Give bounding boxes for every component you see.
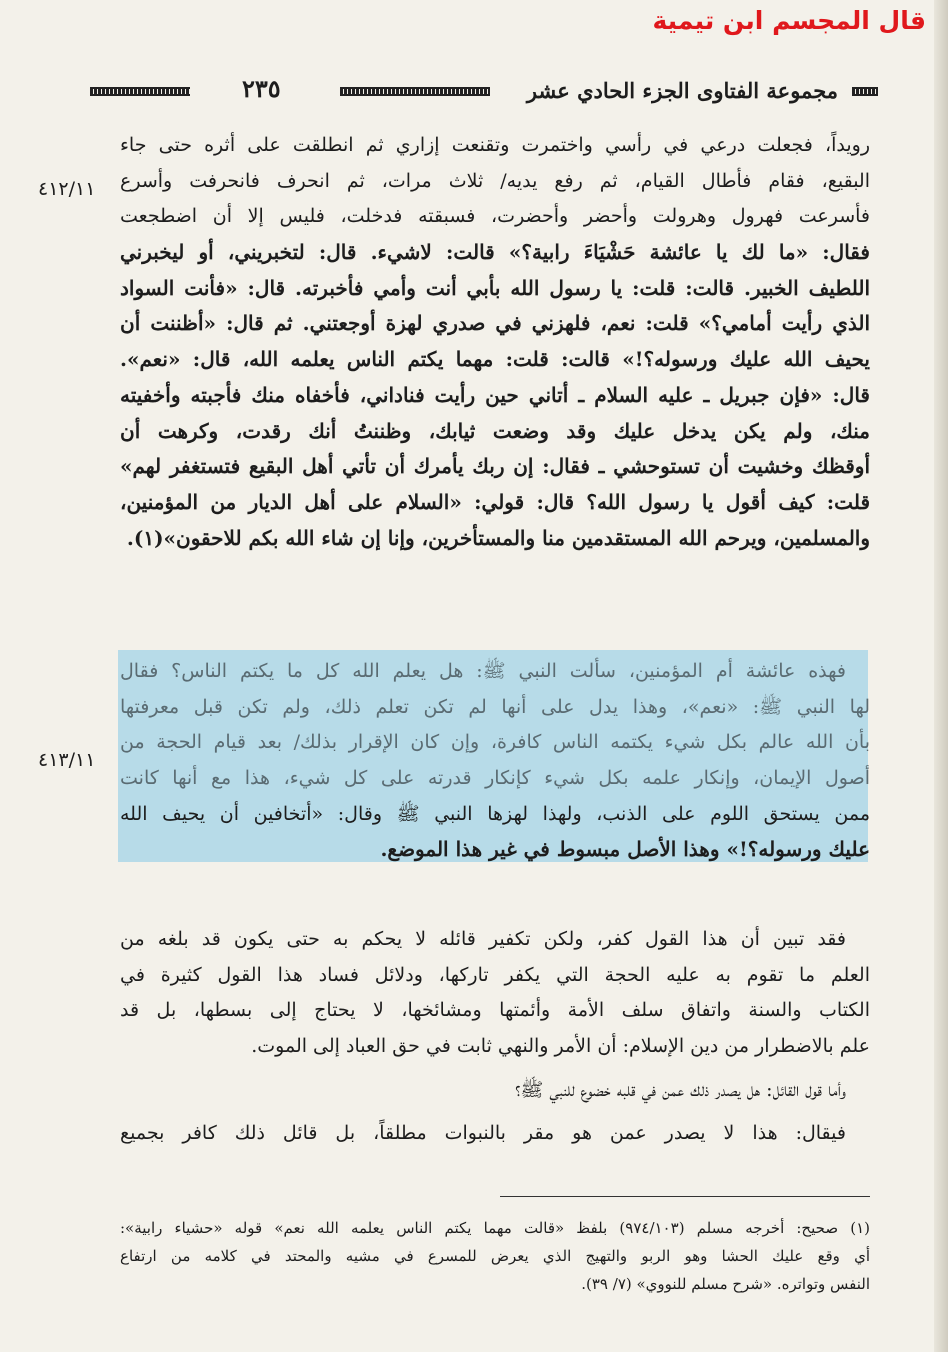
text-line: ممن يستحق اللوم على الذنب، ولهذا لهزها النبي ﷺ وقال: «أتخافين أن يحيف الله [120,802,870,825]
paragraph-highlighted [120,654,870,868]
text-line: اللطيف الخبير. قالت: قلت: يا رسول الله بأبي أنت وأمي فأخبرته. قال: «فأنت السواد [120,275,870,300]
text-line: منك، ولم يكن يدخل عليك وقد وضعت ثيابك، وظننتُ أنك رقدت، وكرهت أن [120,418,870,443]
text-line: أوقظك وخشيت أن تستوحشي ـ فقال: إن ربك يأمرك أن تأتي أهل البقيع فتستغفر لهم» [120,454,870,479]
text-line: فهذه عائشة أم المؤمنين، سألت النبي ﷺ: هل يعلم الله كل ما يكتم الناس؟ فقال [120,660,846,682]
running-header [90,72,878,112]
page-edge [934,0,948,1352]
text-line: والمسلمين، ويرحم الله المستقدمين منا والمستأخرين، وإنا إن شاء الله بكم للاحقون»(١). [126,525,870,550]
footnote-line: أي وقع عليك الحشا وهو الربو والتهيج الذي يعرض للمسرع في مشيه والمحتد في كلامه من ارتفاع [120,1247,870,1265]
text-line: الكتاب والسنة واتفاق سلف الأمة وأئمتها ومشائخها، لا يحتاج إلى بسطها، بل قد [120,999,870,1022]
page-number: ٢٣٥ [242,74,281,103]
paragraph-ruling [120,922,870,1152]
footnote-line: النفس وتواتره. «شرح مسلم للنووي» (٧/ ٣٩). [581,1275,870,1293]
text-line: لها النبي ﷺ: «نعم»، وهذا يدل على أنها لم تكن تعلم ذلك، ولم تكن قبل معرفتها [120,695,870,718]
footnote-line: (١) صحيح: أخرجه مسلم (٩٧٤/١٠٣) بلفظ «قالت مهما يكتم الناس يعلمه الله نعم» قوله «حشياء رابية»: [120,1219,870,1237]
text-line: العلم ما تقوم به عليه الحجة التي يكفر تاركها، ودلائل فساد هذا القول كثيرة في [120,963,870,986]
header-rule [90,87,190,96]
margin-reference: ٤١٣/١١ [38,749,96,771]
text-line: بأن الله عالم بكل شيء يكتمه الناس كافرة، وإن كان الإقرار بذلك/ بعد قيام الحجة من [120,731,870,754]
text-line: فيقال: هذا لا يصدر عمن هو مقر بالنبوات مطلقاً، بل قائل ذلك كافر بجميع [120,1122,846,1145]
text-line: عليك ورسوله؟!» وهذا الأصل مبسوط في غير هذا الموضع. [380,837,870,862]
text-line: علم بالاضطرار من دين الإسلام: أن الأمر والنهي ثابت في حق العباد إلى الموت. [251,1035,870,1058]
text-line: فأسرعت فهرول وهرولت وأحضر وأحضرت، فسبقته فدخلت، فليس إلا أن اضطجعت [120,205,870,228]
text-line: فقال: «ما لك يا عائشة حَشْيَاءَ رابية؟» قالت: لاشيء. قال: لتخبريني، أو ليخبرني [120,240,870,265]
text-line: وأما قول القائل: هل يصدر ذلك عمن في قلبه خضوع للنبي ﷺ؟ [515,1078,846,1101]
text-line: الذي رأيت أمامي؟» قلت: نعم، فلهزني في صدري لهزة أوجعتني. ثم قال: «أظننت أن [120,311,870,336]
text-line: قلت: كيف أقول يا رسول الله؟ قال: قولي: «السلام على أهل الديار من المؤمنين، [120,489,870,514]
text-line: رويداً، فجعلت درعي في رأسي واختمرت وتقنعت إزاري ثم انطلقت على أثره حتى جاء [120,134,870,156]
text-line: قال: «فإن جبريل ـ عليه السلام ـ أتاني حين رأيت فناداني، فأخفاه منك فأجبته وأخفيته [120,382,870,407]
header-rule [852,87,878,96]
text-line: أصول الإيمان، وإنكار علمه بكل شيء كإنكار قدرته على كل شيء، هذا مع أنها كانت [120,767,870,790]
text-line: فقد تبين أن هذا القول كفر، ولكن تكفير قائله لا يحكم به حتى يكون قد بلغه من [120,928,846,950]
header-title: مجموعة الفتاوى الجزء الحادي عشر [526,78,838,103]
paragraph-hadith [120,128,870,556]
text-line: البقيع، فقام فأطال القيام، ثم رفع يديه/ ثلاث مرات، ثم انحرف فانحرفت وأسرع [120,169,870,192]
red-caption: قال المجسم ابن تيمية [652,6,926,35]
footnote [120,1214,870,1298]
text-line: يحيف الله عليك ورسوله؟!» قالت: قلت: مهما يكتم الناس يعلمه الله، قال: «نعم». [120,347,870,372]
footnote-divider [500,1196,870,1197]
header-rule [340,87,490,96]
margin-reference: ٤١٢/١١ [38,178,96,200]
